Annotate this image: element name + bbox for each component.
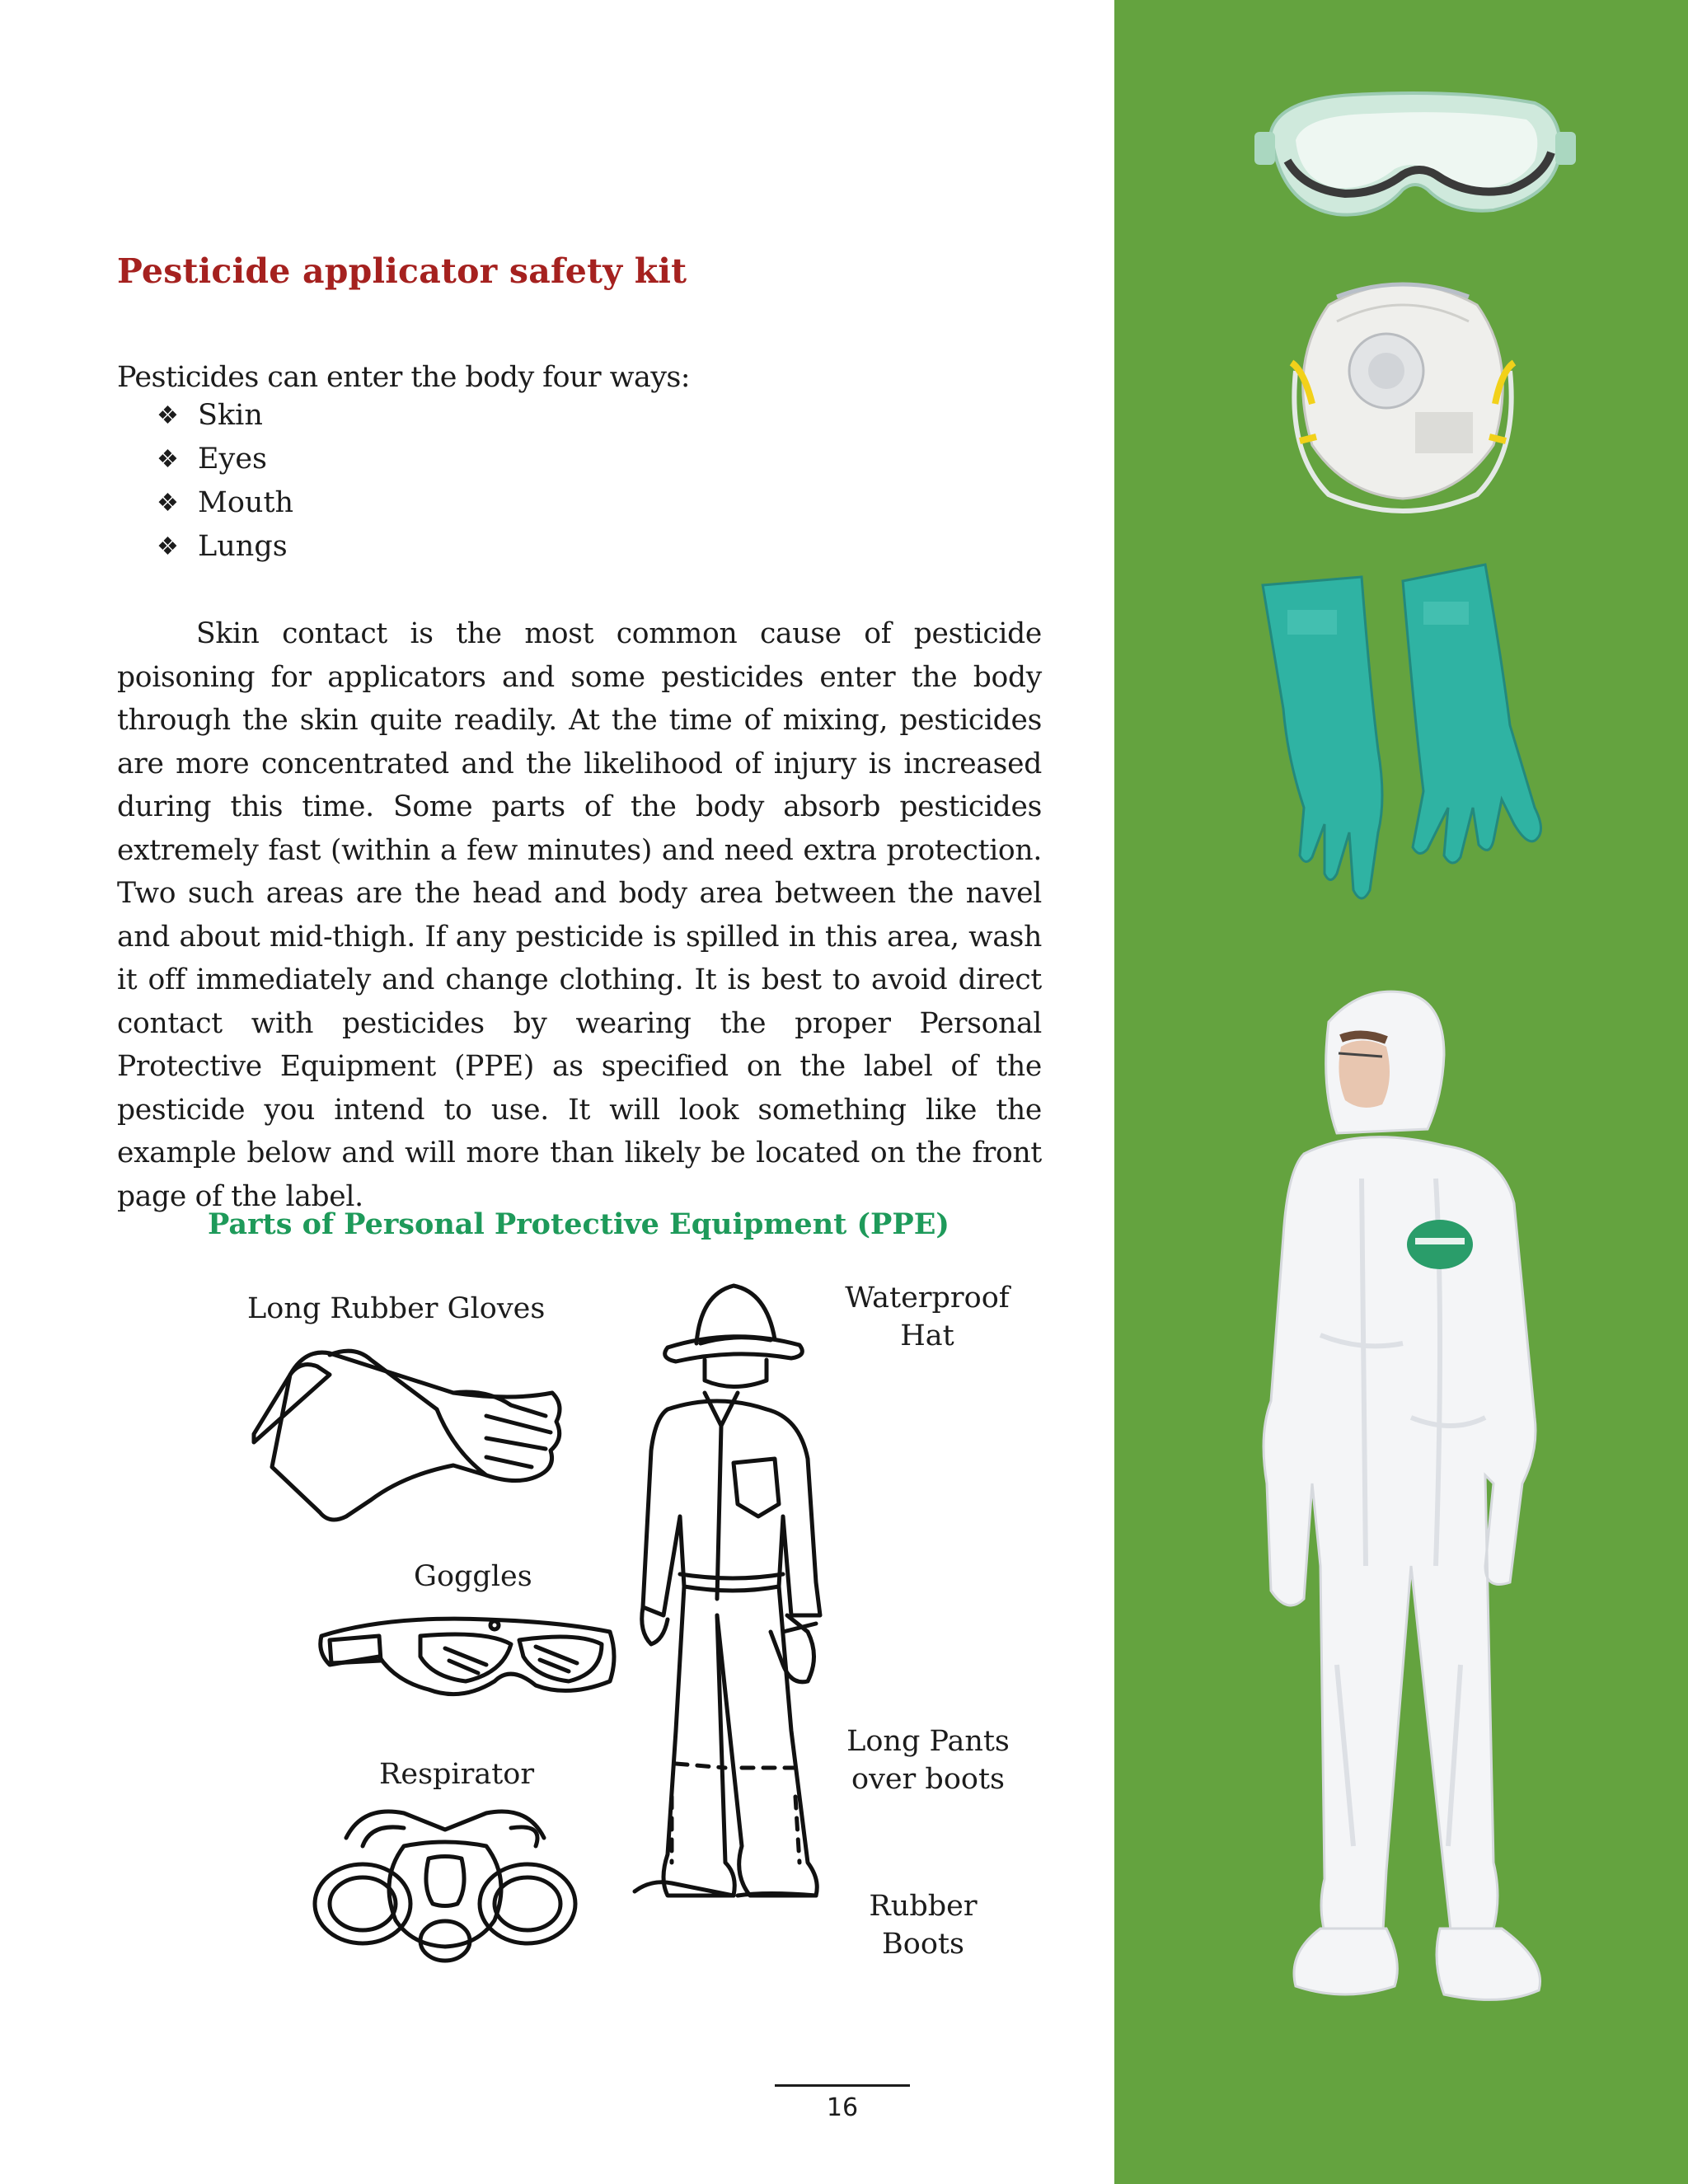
list-item: ❖ Mouth (157, 481, 293, 525)
protective-coverall-photo (1238, 989, 1568, 2019)
rubber-gloves-photo (1254, 560, 1551, 923)
goggles-sketch (321, 1619, 614, 1694)
respirator-mask-photo (1279, 272, 1526, 519)
ppe-line-drawings (239, 1269, 1030, 1978)
label-boots: Rubber Boots (869, 1890, 978, 1961)
entry-route-list (157, 394, 293, 569)
label-respirator: Respirator (379, 1758, 535, 1791)
label-goggles: Goggles (414, 1560, 532, 1593)
respirator-sketch (315, 1811, 575, 1961)
bullet-icon: ❖ (157, 401, 179, 430)
bullet-icon: ❖ (157, 532, 179, 561)
page-number-rule (775, 2084, 910, 2087)
page-number: 16 (826, 2093, 859, 2122)
ppe-photo-panel (1114, 0, 1688, 2184)
suited-person-sketch (635, 1286, 820, 1896)
intro-text: Pesticides can enter the body four ways: (117, 361, 690, 394)
label-pants: Long Pants over boots (846, 1725, 1010, 1796)
ppe-diagram (239, 1269, 1030, 1978)
bullet-icon: ❖ (157, 489, 179, 518)
gloves-sketch (254, 1351, 560, 1520)
list-item: ❖ Lungs (157, 525, 293, 569)
bullet-icon: ❖ (157, 445, 179, 474)
label-hat: Waterproof Hat (845, 1282, 1010, 1352)
goggles-photo (1254, 82, 1576, 231)
list-item: ❖ Eyes (157, 438, 293, 481)
list-item: ❖ Skin (157, 394, 293, 438)
label-gloves: Long Rubber Gloves (247, 1292, 546, 1325)
diagram-title: Parts of Personal Protective Equipment (PPE) (208, 1207, 950, 1241)
page-title: Pesticide applicator safety kit (117, 251, 687, 291)
body-paragraph: Skin contact is the most common cause of pesticide poisoning for applicators and some pesticides enter the body through the skin quite readily. At the time of mixing, pesticides are more concentrated and the likelihood of injury is increased during this time. Some parts of the body absorb pesticides extremely fast (within a few minutes) and need extra protection. Two such areas are the head and body area between the navel and about mid-thigh. If any pesticide is spilled in this area, wash it off immediately and change clothing. It is best to avoid direct contact with pesticides by wearing the proper Personal Protective Equipment (PPE) as specified on the label of the pesticide you intend to use. It will look something like the example below and will more than likely be located on the front page of the label. (117, 617, 1042, 1213)
